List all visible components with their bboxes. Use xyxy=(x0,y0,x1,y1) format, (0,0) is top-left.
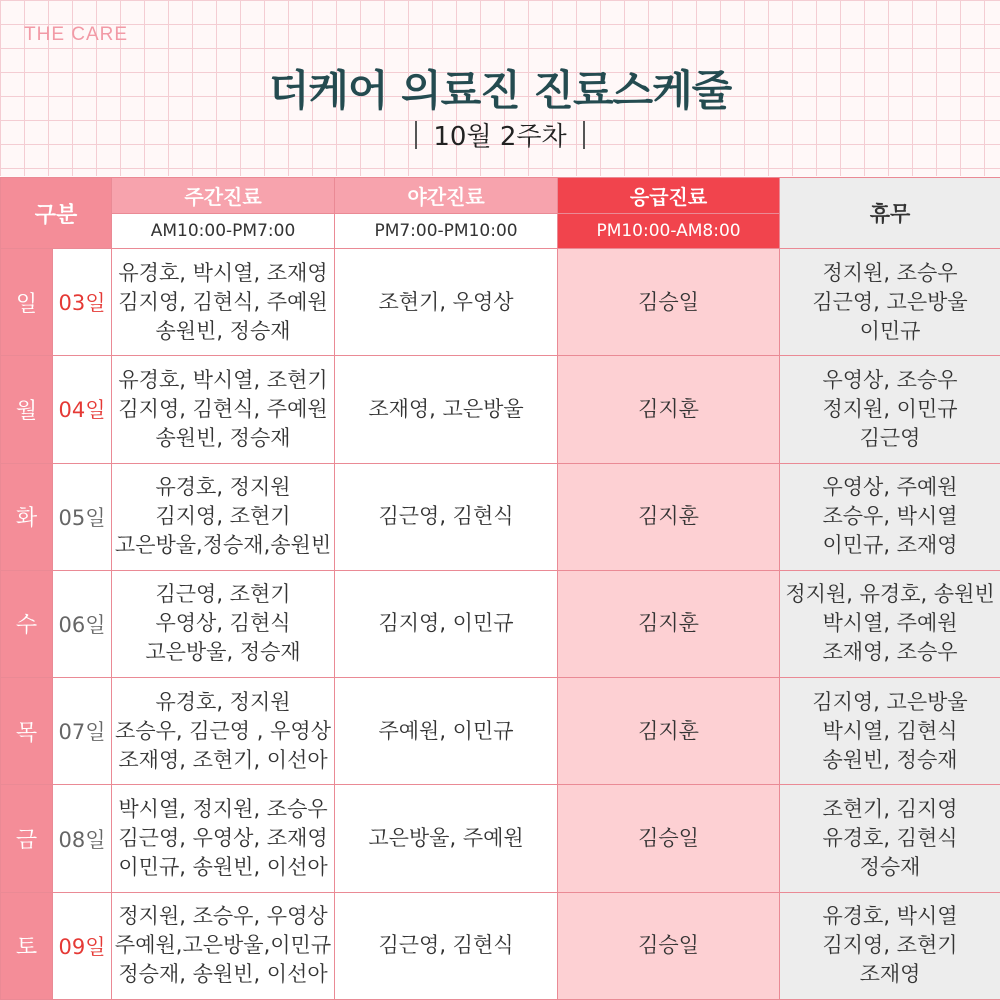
staff-names: 우영상, 김현식 xyxy=(155,611,291,636)
night-shift-cell xyxy=(335,678,558,785)
staff-names: 정지원, 유경호, 송원빈 xyxy=(785,582,995,607)
table-row xyxy=(1,463,1000,570)
staff-names: 정지원, 조승우 xyxy=(822,260,958,285)
weekday-cell: 월 xyxy=(1,356,53,463)
date-cell: 05일 xyxy=(53,463,112,570)
staff-names: 유경호, 박시열, 조현기 xyxy=(118,367,328,392)
staff-names: 김근영, 조현기 xyxy=(155,582,291,607)
weekday-cell: 토 xyxy=(1,892,53,999)
staff-names: 박시열, 김현식 xyxy=(822,718,958,743)
week-label: 10월 2주차 xyxy=(433,122,567,152)
staff-names: 조현기, 김지영 xyxy=(822,797,958,822)
day-shift-header: 주간진료 xyxy=(112,178,335,214)
emergency-cell xyxy=(558,356,780,463)
staff-names: 김지훈 xyxy=(638,718,699,743)
staff-names: 김지영, 고은방울 xyxy=(812,689,968,714)
staff-names: 유경호, 박시열 xyxy=(822,904,958,929)
staff-names: 김지훈 xyxy=(638,504,699,529)
date-cell: 09일 xyxy=(53,892,112,999)
off-cell xyxy=(780,570,1000,677)
date-cell: 07일 xyxy=(53,678,112,785)
subtitle-left-bar xyxy=(415,121,417,149)
staff-names: 유경호, 김현식 xyxy=(822,826,958,851)
staff-names: 정지원, 조승우, 우영상 xyxy=(118,904,328,929)
staff-names: 주예원,고은방울,이민규 xyxy=(114,933,332,958)
staff-names: 김지훈 xyxy=(638,396,699,421)
staff-names: 김지영, 김현식, 주예원 xyxy=(118,396,328,421)
staff-names: 송원빈, 정승재 xyxy=(822,747,958,772)
day-shift-cell xyxy=(112,892,335,999)
subtitle-right-bar xyxy=(583,121,585,149)
staff-names: 조재영, 조승우 xyxy=(822,640,958,665)
table-row xyxy=(1,356,1000,463)
emergency-cell xyxy=(558,249,780,356)
staff-names: 조현기, 우영상 xyxy=(378,289,514,314)
table-row xyxy=(1,785,1000,892)
header-grid-background xyxy=(0,0,1000,176)
staff-names: 박시열, 주예원 xyxy=(822,611,958,636)
staff-names: 송원빈, 정승재 xyxy=(155,318,291,343)
day-shift-cell xyxy=(112,570,335,677)
staff-names: 주예원, 이민규 xyxy=(378,718,514,743)
staff-names: 고은방울,정승재,송원빈 xyxy=(114,533,332,558)
staff-names: 정승재 xyxy=(859,855,921,880)
off-cell xyxy=(780,356,1000,463)
staff-names: 조승우, 박시열 xyxy=(822,504,958,529)
staff-names: 김승일 xyxy=(638,933,699,958)
staff-names: 우영상, 주예원 xyxy=(822,475,958,500)
night-shift-cell xyxy=(335,785,558,892)
staff-names: 송원빈, 정승재 xyxy=(155,425,291,450)
emergency-cell xyxy=(558,463,780,570)
schedule-body xyxy=(1,249,1000,1000)
emergency-cell xyxy=(558,678,780,785)
staff-names: 김승일 xyxy=(638,289,699,314)
staff-names: 조재영, 고은방울 xyxy=(368,396,524,421)
staff-names: 정지원, 이민규 xyxy=(822,396,958,421)
emergency-header: 응급진료 xyxy=(558,178,780,214)
staff-names: 정승재, 송원빈, 이선아 xyxy=(118,962,328,987)
night-shift-cell xyxy=(335,892,558,999)
weekday-cell: 목 xyxy=(1,678,53,785)
staff-names: 고은방울, 주예원 xyxy=(368,826,524,851)
day-shift-cell xyxy=(112,785,335,892)
emergency-cell xyxy=(558,892,780,999)
off-header: 휴무 xyxy=(780,178,1000,249)
night-shift-header: 야간진료 xyxy=(335,178,558,214)
off-cell xyxy=(780,678,1000,785)
staff-names: 조재영, 조현기, 이선아 xyxy=(118,747,328,772)
date-cell: 04일 xyxy=(53,356,112,463)
staff-names: 이민규, 조재영 xyxy=(822,533,958,558)
staff-names: 김지영, 조현기 xyxy=(822,933,958,958)
weekday-cell: 수 xyxy=(1,570,53,677)
off-cell xyxy=(780,892,1000,999)
staff-names: 유경호, 박시열, 조재영 xyxy=(118,260,328,285)
staff-names: 김근영, 김현식 xyxy=(378,504,514,529)
weekday-cell: 금 xyxy=(1,785,53,892)
staff-names: 우영상, 조승우 xyxy=(822,367,958,392)
staff-names: 조재영 xyxy=(859,962,921,987)
staff-names: 이민규, 송원빈, 이선아 xyxy=(118,855,328,880)
night-shift-hours: PM7:00-PM10:00 xyxy=(335,214,558,249)
staff-names: 김승일 xyxy=(638,826,699,851)
brand-label: THE CARE xyxy=(24,24,129,45)
page-subtitle xyxy=(0,116,1000,153)
night-shift-cell xyxy=(335,463,558,570)
day-shift-hours: AM10:00-PM7:00 xyxy=(112,214,335,249)
weekday-cell: 화 xyxy=(1,463,53,570)
staff-names: 조승우, 김근영 , 우영상 xyxy=(115,718,331,743)
night-shift-cell xyxy=(335,356,558,463)
date-cell: 08일 xyxy=(53,785,112,892)
staff-names: 김근영, 김현식 xyxy=(378,933,514,958)
night-shift-cell xyxy=(335,570,558,677)
staff-names: 박시열, 정지원, 조승우 xyxy=(118,797,328,822)
emergency-hours: PM10:00-AM8:00 xyxy=(558,214,780,249)
staff-names: 이민규 xyxy=(859,318,921,343)
staff-names: 김근영, 우영상, 조재영 xyxy=(118,826,328,851)
staff-names: 김지훈 xyxy=(638,611,699,636)
night-shift-cell xyxy=(335,249,558,356)
staff-names: 유경호, 정지원 xyxy=(155,689,291,714)
staff-names: 김지영, 조현기 xyxy=(155,504,291,529)
off-cell xyxy=(780,785,1000,892)
table-row xyxy=(1,892,1000,999)
staff-names: 김지영, 김현식, 주예원 xyxy=(118,289,328,314)
staff-names: 김지영, 이민규 xyxy=(378,611,514,636)
day-shift-cell xyxy=(112,249,335,356)
weekday-cell: 일 xyxy=(1,249,53,356)
staff-names: 김근영 xyxy=(859,425,921,450)
day-shift-cell xyxy=(112,678,335,785)
category-header: 구분 xyxy=(1,178,112,249)
emergency-cell xyxy=(558,785,780,892)
page-title: 더케어 의료진 진료스케줄 xyxy=(268,66,732,115)
table-row xyxy=(1,570,1000,677)
off-cell xyxy=(780,463,1000,570)
table-row xyxy=(1,678,1000,785)
emergency-cell xyxy=(558,570,780,677)
staff-names: 김근영, 고은방울 xyxy=(812,289,968,314)
staff-names: 유경호, 정지원 xyxy=(155,475,291,500)
schedule-table xyxy=(0,177,1000,1000)
date-cell: 06일 xyxy=(53,570,112,677)
date-cell: 03일 xyxy=(53,249,112,356)
off-cell xyxy=(780,249,1000,356)
day-shift-cell xyxy=(112,356,335,463)
day-shift-cell xyxy=(112,463,335,570)
staff-names: 고은방울, 정승재 xyxy=(145,640,301,665)
table-row xyxy=(1,249,1000,356)
